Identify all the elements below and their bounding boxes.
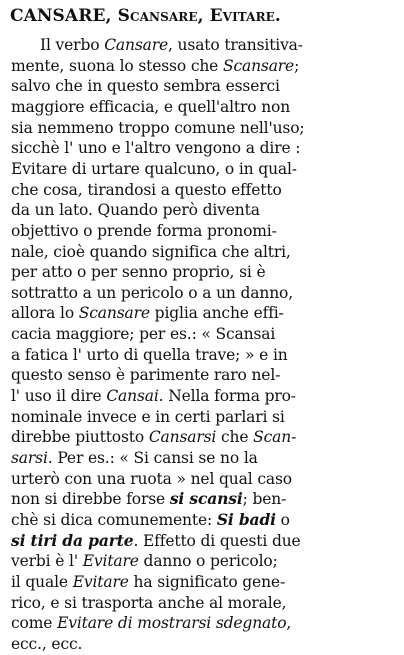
body-line	[11, 137, 300, 159]
body-text: sicchè l' uno e l'altro vengono a dire :	[11, 139, 301, 158]
body-text: maggiore efficacia, e quell'altro non	[11, 97, 291, 116]
body-text: sottratto a un pericolo o a un danno,	[11, 283, 294, 302]
emphasized-term: Cansai	[106, 387, 159, 406]
body-text: objettivo o prende forma pronomi-	[11, 221, 277, 240]
body-text: ,	[286, 614, 292, 633]
body-line	[11, 75, 280, 97]
body-text: piglia anche effi-	[149, 304, 284, 323]
body-text: ; ben-	[242, 490, 287, 509]
body-text: nominale invece e in certi parlari si	[11, 407, 285, 426]
body-line	[11, 179, 282, 201]
body-line	[11, 447, 258, 469]
body-text: il quale	[11, 572, 73, 591]
body-text: . Nella forma pro-	[158, 387, 296, 406]
body-line	[11, 302, 284, 324]
body-text: questo senso è parimente raro nel-	[11, 366, 281, 385]
emphasized-term: si tiri da parte	[11, 530, 134, 550]
body-line	[11, 117, 304, 139]
body-line	[11, 199, 260, 221]
body-line	[11, 592, 286, 614]
body-text: ecc., ecc.	[11, 634, 83, 653]
body-text: . Per es.: « Si cansi se no la	[47, 449, 258, 467]
body-text: chè si dica comunemente:	[11, 510, 217, 529]
body-text: mente, suona lo stesso che	[11, 56, 223, 75]
body-line	[11, 468, 292, 490]
entry-heading	[10, 4, 281, 28]
body-text: danno o pericolo;	[138, 552, 278, 571]
body-line	[11, 571, 285, 593]
emphasized-term: Scansare	[78, 304, 150, 323]
body-text: come	[11, 614, 58, 633]
body-text: Il verbo	[40, 36, 105, 54]
emphasized-term: Scansare	[222, 56, 295, 75]
emphasized-term: Cansarsi	[148, 428, 217, 447]
body-text: salvo che in questo sembra esserci	[11, 77, 280, 96]
body-line	[11, 344, 288, 366]
emphasized-term: Evitare	[72, 572, 129, 591]
body-line	[11, 364, 280, 386]
body-line	[11, 530, 301, 552]
body-line	[11, 488, 286, 510]
body-line	[11, 282, 293, 304]
body-line	[11, 406, 285, 428]
body-text: direbbe piuttosto	[11, 428, 149, 447]
body-text: verbi è l'	[11, 552, 83, 571]
body-line	[11, 633, 82, 655]
body-text: rico, e si trasporta anche al morale,	[11, 593, 287, 612]
body-text: ha significato gene-	[128, 572, 286, 591]
body-text: per atto o per senno proprio, si è	[11, 263, 266, 282]
body-text: non si direbbe forse	[11, 490, 170, 509]
body-line	[11, 220, 277, 242]
body-line	[11, 55, 299, 77]
emphasized-term: Scan-	[253, 428, 297, 447]
emphasized-term: Evitare di mostrarsi sdegnato	[57, 614, 287, 633]
emphasized-term: sarsi	[11, 449, 48, 467]
body-text: nale, cioè quando significa che altri,	[11, 242, 291, 261]
body-text: ;	[294, 56, 300, 75]
body-line	[11, 426, 296, 448]
body-line	[11, 96, 290, 118]
emphasized-term: Evitare	[82, 552, 139, 571]
body-text: che	[216, 428, 254, 447]
heading-term-scansare: Scansare,	[117, 6, 204, 26]
body-text: che cosa, tirandosi a questo effetto	[11, 180, 282, 199]
heading-term-cansare: CANSARE,	[10, 6, 112, 26]
body-text: l' uso il dire	[11, 387, 107, 406]
body-text: cacia maggiore; per es.: « Scansai	[11, 325, 276, 344]
body-line	[11, 261, 265, 283]
heading-term-evitare: Evitare.	[209, 6, 281, 26]
body-text: da un lato. Quando però diventa	[11, 201, 260, 220]
body-line	[11, 385, 296, 407]
body-line	[11, 612, 291, 634]
body-text: , usato transitiva-	[168, 36, 303, 54]
emphasized-term: si scansi	[169, 489, 243, 509]
emphasized-term: Si badi	[216, 509, 276, 529]
body-text: urterò con una ruota » nel qual caso	[11, 469, 292, 488]
body-line	[11, 158, 297, 180]
body-text: a fatica l' urto di quella trave; » e in	[11, 345, 288, 364]
body-line	[11, 241, 291, 263]
body-text: o	[275, 510, 290, 529]
emphasized-term: Cansare	[104, 36, 168, 54]
body-line	[11, 323, 275, 345]
body-text: . Effetto di questi due	[133, 531, 301, 550]
body-line	[11, 550, 278, 572]
body-text: Evitare di urtare qualcuno, o in qual-	[11, 159, 297, 178]
body-line	[11, 509, 290, 531]
body-line	[40, 34, 303, 56]
body-text: allora lo	[11, 304, 79, 323]
body-text: sia nemmeno troppo comune nell'uso;	[11, 118, 305, 137]
